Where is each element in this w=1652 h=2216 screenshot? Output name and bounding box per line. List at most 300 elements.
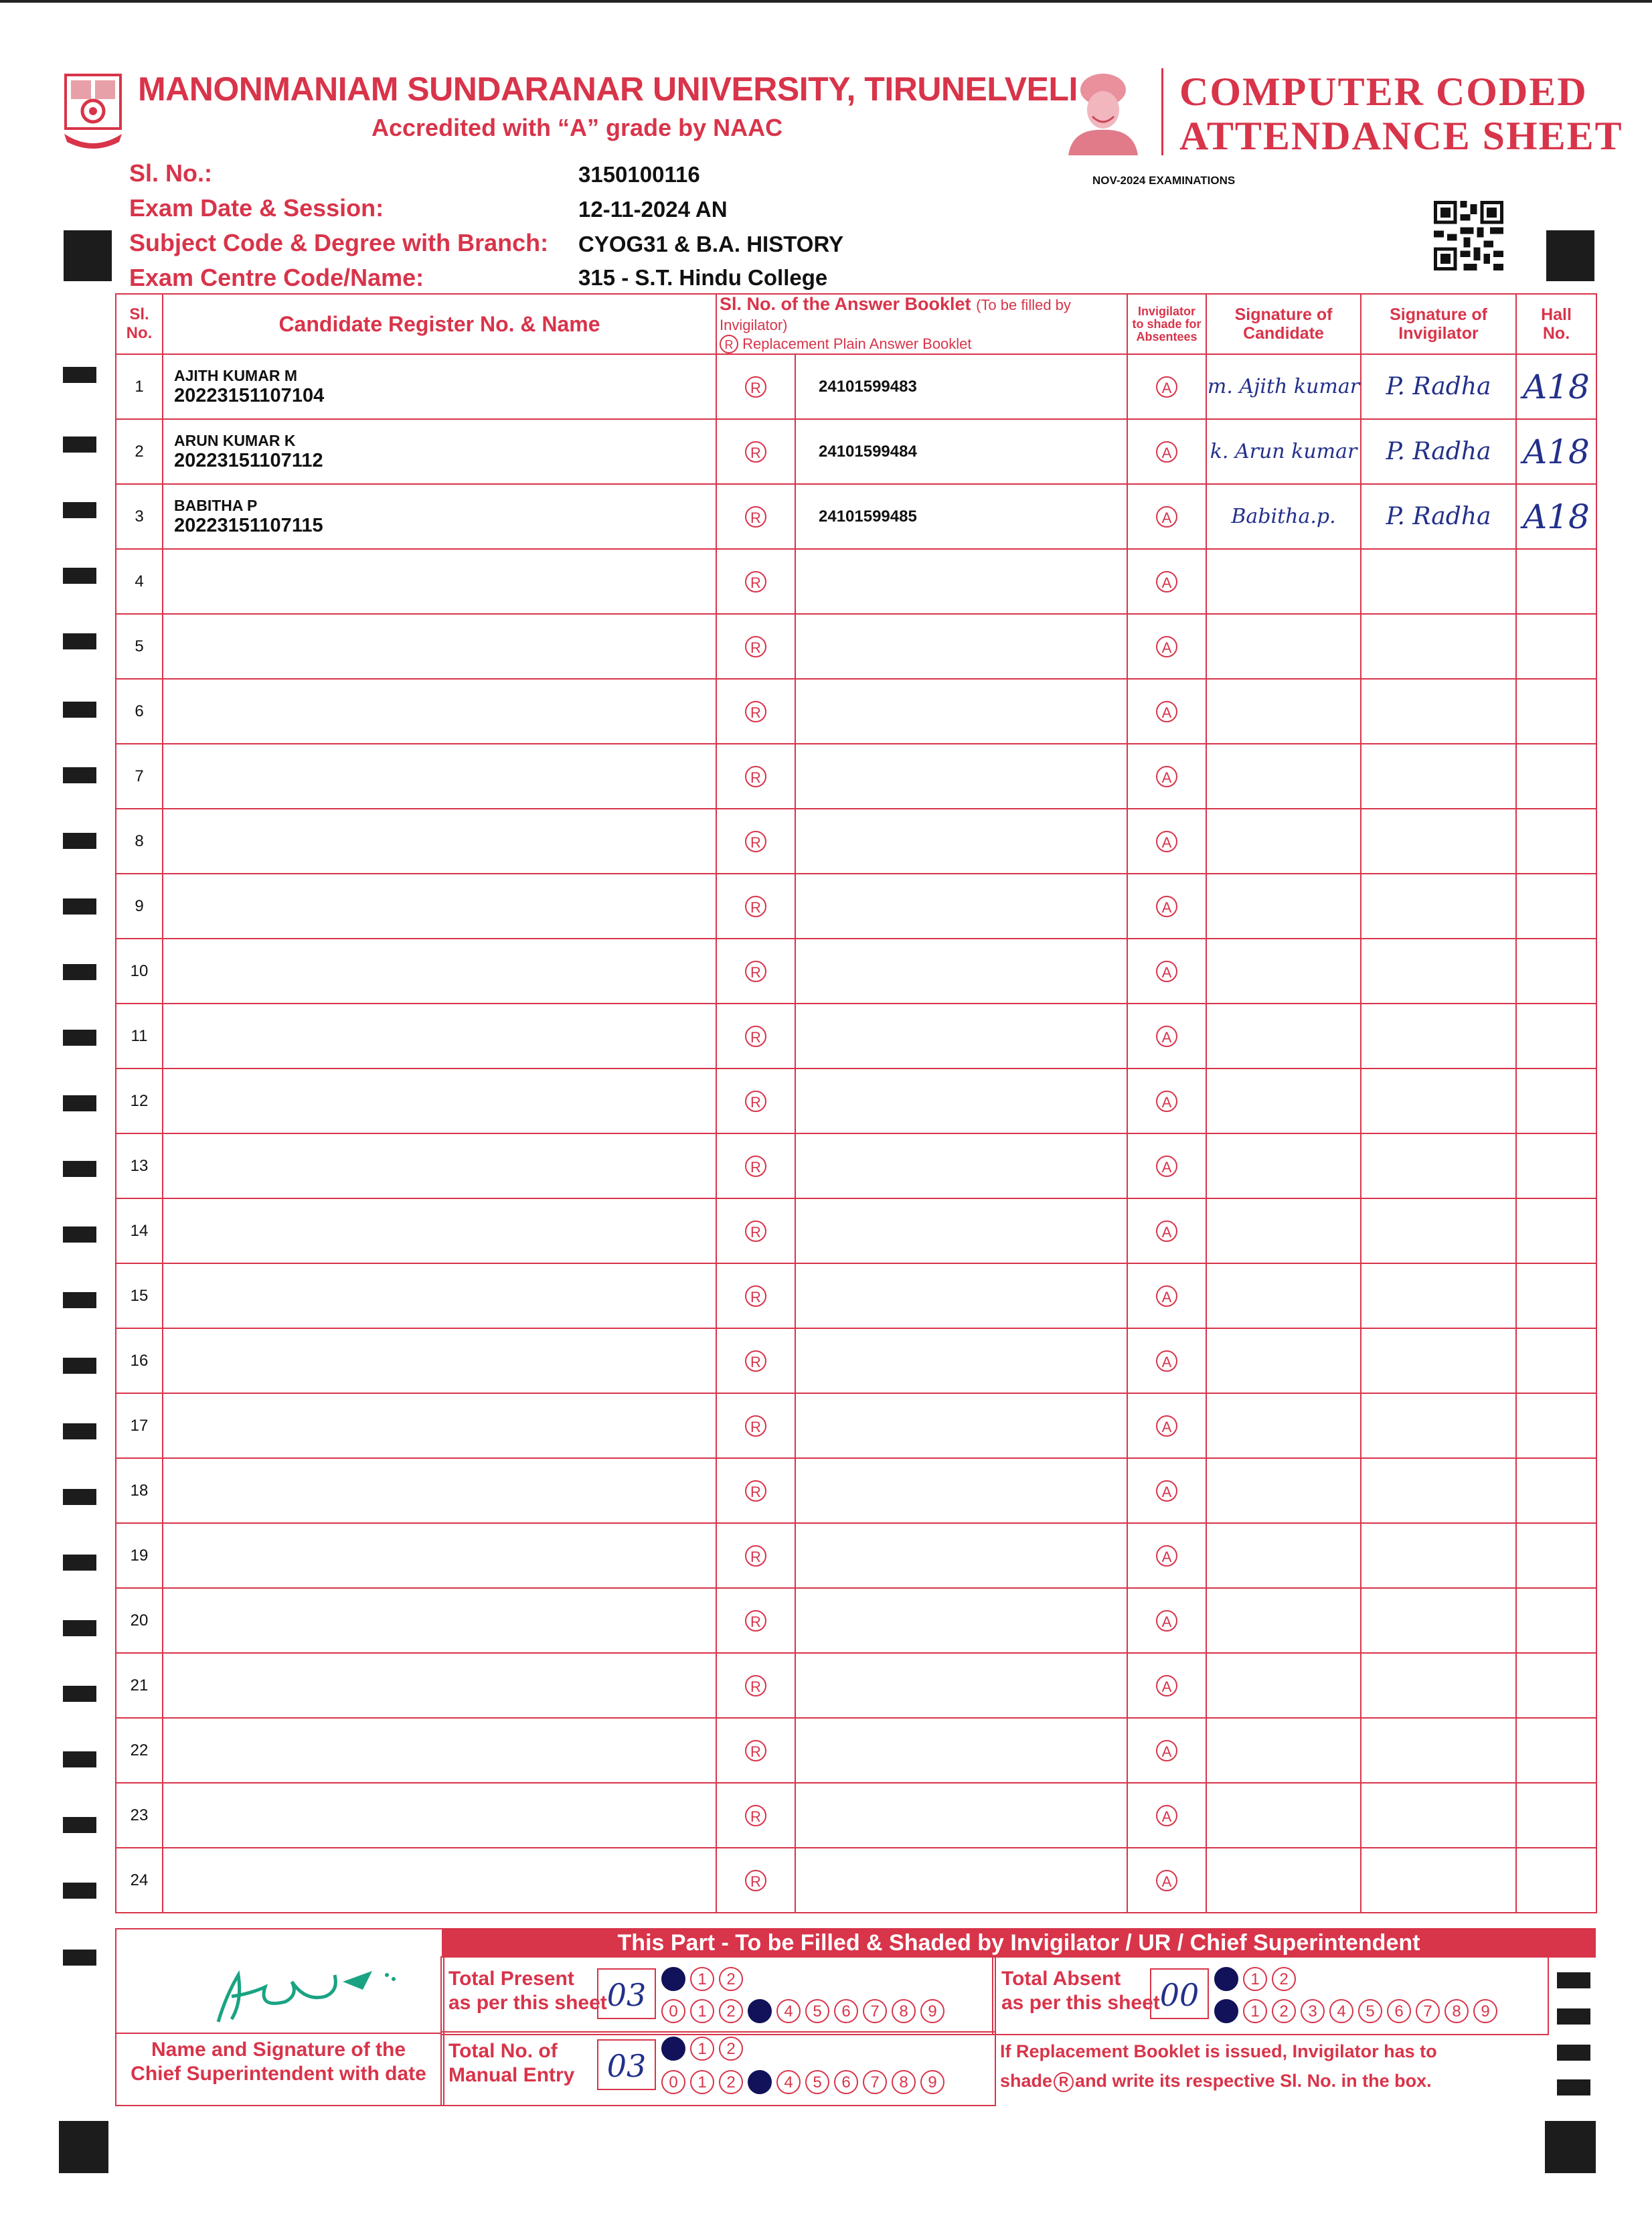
replacement-bubble[interactable]: R (745, 636, 766, 657)
candidate-signature[interactable] (1206, 614, 1361, 679)
booklet-number[interactable] (795, 1653, 1127, 1718)
row-sl-no: 10 (116, 939, 163, 1004)
absentee-bubble[interactable]: A (1156, 1415, 1177, 1437)
candidate-cell (163, 614, 716, 679)
candidate-signature[interactable] (1206, 1133, 1361, 1198)
invigilator-signature[interactable] (1361, 1069, 1516, 1133)
row-sl-no: 15 (116, 1263, 163, 1328)
digit-bubble[interactable]: 4 (776, 1999, 801, 2023)
booklet-number[interactable] (795, 1458, 1127, 1523)
qr-code-icon (1434, 201, 1503, 270)
absentee-cell[interactable] (1127, 1588, 1206, 1653)
invigilator-signature[interactable] (1361, 614, 1516, 679)
replacement-bubble[interactable]: R (745, 1740, 766, 1761)
replacement-cell[interactable] (716, 1263, 795, 1328)
invigilator-signature[interactable] (1361, 1393, 1516, 1458)
absent-tens-bubbles[interactable] (1214, 1967, 1301, 1991)
replacement-cell[interactable] (716, 1588, 795, 1653)
present-tens-bubbles[interactable] (661, 1967, 748, 1991)
invigilator-signature[interactable] (1361, 744, 1516, 809)
booklet-number[interactable]: 24101599483 (795, 354, 1127, 419)
row-sl-no: 19 (116, 1523, 163, 1588)
booklet-number[interactable] (795, 874, 1127, 939)
invigilator-signature[interactable]: P. Radha (1361, 419, 1516, 484)
invigilator-signature[interactable] (1361, 1263, 1516, 1328)
absentee-cell[interactable] (1127, 809, 1206, 874)
replacement-cell[interactable] (716, 1783, 795, 1848)
table-row (116, 484, 1596, 549)
invigilator-signature[interactable] (1361, 1328, 1516, 1393)
hall-number[interactable] (1516, 679, 1596, 744)
digit-bubble[interactable]: 2 (719, 1967, 743, 1991)
digit-bubble[interactable]: 0 (661, 2070, 685, 2094)
replacement-cell[interactable] (716, 679, 795, 744)
timing-mark (63, 367, 96, 383)
total-present-entry[interactable]: 03 (597, 1968, 656, 2019)
candidate-cell (163, 874, 716, 939)
booklet-number[interactable]: 24101599484 (795, 419, 1127, 484)
table-row (116, 874, 1596, 939)
candidate-cell (163, 354, 716, 419)
booklet-number[interactable] (795, 1198, 1127, 1263)
invigilator-signature[interactable] (1361, 1588, 1516, 1653)
replacement-bubble[interactable]: R (745, 1350, 766, 1372)
replacement-cell[interactable] (716, 744, 795, 809)
invigilator-signature[interactable] (1361, 1133, 1516, 1198)
invigilator-signature[interactable] (1361, 1783, 1516, 1848)
candidate-signature[interactable] (1206, 744, 1361, 809)
candidate-cell (163, 1328, 716, 1393)
candidate-signature[interactable] (1206, 549, 1361, 614)
col-header-candidate: Candidate Register No. & Name (163, 294, 716, 354)
replacement-cell[interactable] (716, 549, 795, 614)
candidate-signature[interactable] (1206, 1328, 1361, 1393)
replacement-cell[interactable] (716, 1523, 795, 1588)
hall-number[interactable] (1516, 1133, 1596, 1198)
digit-bubble[interactable]: 0 (1214, 1967, 1238, 1991)
absentee-cell[interactable] (1127, 1004, 1206, 1069)
hall-number[interactable] (1516, 1718, 1596, 1783)
total-absent-label: Total Absent as per this sheet (1001, 1968, 1160, 2014)
hall-number[interactable]: A18 (1516, 419, 1596, 484)
digit-bubble[interactable]: 1 (690, 2070, 714, 2094)
hall-number[interactable] (1516, 744, 1596, 809)
hall-number[interactable] (1516, 1653, 1596, 1718)
timing-mark (63, 633, 96, 649)
candidate-signature[interactable] (1206, 1653, 1361, 1718)
hall-number[interactable] (1516, 809, 1596, 874)
digit-bubble[interactable]: 4 (776, 2070, 801, 2094)
booklet-number[interactable] (795, 614, 1127, 679)
candidate-cell (163, 1004, 716, 1069)
absentee-cell[interactable] (1127, 1393, 1206, 1458)
digit-bubble[interactable]: 6 (834, 1999, 858, 2023)
table-row (116, 1328, 1596, 1393)
replacement-cell[interactable] (716, 1458, 795, 1523)
candidate-signature[interactable] (1206, 1393, 1361, 1458)
absentee-cell[interactable] (1127, 354, 1206, 419)
booklet-number[interactable] (795, 939, 1127, 1004)
digit-bubble[interactable]: 7 (863, 2070, 887, 2094)
timing-mark (63, 1423, 96, 1439)
digit-bubble[interactable]: 7 (863, 1999, 887, 2023)
replacement-bubble[interactable]: R (745, 1091, 766, 1112)
digit-bubble[interactable]: 4 (1329, 1999, 1353, 2023)
invigilator-signature[interactable] (1361, 874, 1516, 939)
timing-mark (63, 437, 96, 453)
replacement-bubble[interactable]: R (745, 1026, 766, 1047)
absentee-cell[interactable] (1127, 1458, 1206, 1523)
table-row (116, 679, 1596, 744)
replacement-bubble[interactable]: R (745, 701, 766, 722)
replacement-cell[interactable] (716, 614, 795, 679)
invigilator-signature[interactable] (1361, 1718, 1516, 1783)
replacement-bubble[interactable]: R (745, 831, 766, 852)
digit-bubble[interactable]: 9 (920, 2070, 944, 2094)
replacement-cell[interactable] (716, 1133, 795, 1198)
hall-number[interactable] (1516, 1004, 1596, 1069)
digit-bubble[interactable]: 3 (1301, 1999, 1325, 2023)
invigilator-signature[interactable]: P. Radha (1361, 484, 1516, 549)
hall-number[interactable] (1516, 1198, 1596, 1263)
replacement-cell[interactable] (716, 419, 795, 484)
invigilator-signature[interactable] (1361, 939, 1516, 1004)
booklet-number[interactable]: 24101599485 (795, 484, 1127, 549)
invigilator-signature[interactable] (1361, 549, 1516, 614)
row-sl-no: 14 (116, 1198, 163, 1263)
absentee-cell[interactable] (1127, 1523, 1206, 1588)
absentee-bubble[interactable]: A (1156, 1091, 1177, 1112)
hall-number[interactable]: A18 (1516, 354, 1596, 419)
candidate-register-no: 20223151107112 (174, 449, 323, 471)
replacement-cell[interactable] (716, 1393, 795, 1458)
hall-number[interactable] (1516, 874, 1596, 939)
replacement-cell[interactable] (716, 354, 795, 419)
absentee-cell[interactable] (1127, 484, 1206, 549)
replacement-bubble[interactable]: R (745, 1285, 766, 1307)
invigilator-signature[interactable] (1361, 1523, 1516, 1588)
digit-bubble[interactable]: 8 (892, 2070, 916, 2094)
absentee-cell[interactable] (1127, 1783, 1206, 1848)
university-crest-logo (62, 72, 125, 151)
replacement-bubble[interactable]: R (745, 1805, 766, 1826)
replacement-bubble[interactable]: R (745, 441, 766, 463)
booklet-number[interactable] (795, 1069, 1127, 1133)
absentee-cell[interactable] (1127, 1718, 1206, 1783)
absentee-bubble[interactable]: A (1156, 1610, 1177, 1632)
replacement-cell[interactable] (716, 1069, 795, 1133)
candidate-signature[interactable]: m. Ajith kumar (1206, 354, 1361, 419)
candidate-signature[interactable] (1206, 1458, 1361, 1523)
candidate-signature[interactable] (1206, 939, 1361, 1004)
booklet-number[interactable] (795, 1718, 1127, 1783)
hall-number[interactable] (1516, 614, 1596, 679)
candidate-signature[interactable] (1206, 1718, 1361, 1783)
row-sl-no: 23 (116, 1783, 163, 1848)
absentee-cell[interactable] (1127, 939, 1206, 1004)
candidate-signature[interactable] (1206, 809, 1361, 874)
manual-units-bubbles[interactable] (661, 2070, 949, 2094)
absentee-cell[interactable] (1127, 549, 1206, 614)
replacement-bubble[interactable]: R (745, 896, 766, 917)
digit-bubble[interactable]: 0 (661, 2037, 685, 2061)
replacement-cell[interactable] (716, 1328, 795, 1393)
absentee-bubble[interactable]: A (1156, 1156, 1177, 1177)
candidate-signature[interactable] (1206, 679, 1361, 744)
digit-bubble[interactable]: 7 (1416, 1999, 1440, 2023)
timing-mark (63, 898, 96, 915)
replacement-bubble[interactable]: R (745, 376, 766, 398)
manual-tens-bubbles[interactable] (661, 2037, 748, 2061)
absentee-bubble[interactable]: A (1156, 1480, 1177, 1502)
replacement-bubble[interactable]: R (745, 1870, 766, 1891)
digit-bubble[interactable]: 5 (805, 2070, 829, 2094)
digit-bubble[interactable]: 2 (1272, 1967, 1296, 1991)
invigilator-signature[interactable] (1361, 1848, 1516, 1913)
candidate-signature[interactable] (1206, 874, 1361, 939)
absentee-cell[interactable] (1127, 419, 1206, 484)
replacement-cell[interactable] (716, 939, 795, 1004)
hall-number[interactable] (1516, 1588, 1596, 1653)
digit-bubble[interactable]: 8 (1444, 1999, 1469, 2023)
university-name: MANONMANIAM SUNDARANAR UNIVERSITY, TIRUNELVELI (138, 70, 1078, 108)
digit-bubble[interactable]: 1 (690, 1999, 714, 2023)
hall-number[interactable] (1516, 1069, 1596, 1133)
absentee-cell[interactable] (1127, 679, 1206, 744)
digit-bubble[interactable]: 5 (805, 1999, 829, 2023)
table-row (116, 1783, 1596, 1848)
timing-mark (63, 1620, 96, 1636)
hall-number[interactable] (1516, 939, 1596, 1004)
col-header-candidate-signature: Signature of Candidate (1206, 294, 1361, 354)
candidate-signature[interactable]: Babitha.p. (1206, 484, 1361, 549)
booklet-number[interactable] (795, 1004, 1127, 1069)
row-sl-no: 11 (116, 1004, 163, 1069)
replacement-bubble-icon: R (1054, 2072, 1074, 2092)
invigilator-signature[interactable] (1361, 679, 1516, 744)
absentee-bubble[interactable]: A (1156, 961, 1177, 982)
invigilator-signature[interactable] (1361, 1653, 1516, 1718)
absentee-bubble[interactable]: A (1156, 441, 1177, 463)
candidate-signature[interactable]: k. Arun kumar (1206, 419, 1361, 484)
absentee-cell[interactable] (1127, 744, 1206, 809)
manual-entry-value[interactable]: 03 (597, 2039, 656, 2090)
absentee-bubble[interactable]: A (1156, 701, 1177, 722)
digit-bubble[interactable]: 1 (1243, 1999, 1267, 2023)
row-sl-no: 9 (116, 874, 163, 939)
absentee-cell[interactable] (1127, 1133, 1206, 1198)
digit-bubble[interactable]: 0 (1214, 1999, 1238, 2023)
candidate-cell (163, 1588, 716, 1653)
invigilator-signature[interactable] (1361, 809, 1516, 874)
booklet-number[interactable] (795, 1588, 1127, 1653)
invigilator-signature[interactable] (1361, 1198, 1516, 1263)
booklet-number[interactable] (795, 1328, 1127, 1393)
digit-bubble[interactable]: 9 (920, 1999, 944, 2023)
booklet-number[interactable] (795, 744, 1127, 809)
absentee-cell[interactable] (1127, 1328, 1206, 1393)
invigilator-signature[interactable] (1361, 1458, 1516, 1523)
replacement-bubble[interactable]: R (745, 766, 766, 787)
replacement-cell[interactable] (716, 1198, 795, 1263)
candidate-signature[interactable] (1206, 1523, 1361, 1588)
booklet-number[interactable] (795, 1523, 1127, 1588)
absentee-bubble[interactable]: A (1156, 636, 1177, 657)
candidate-signature[interactable] (1206, 1783, 1361, 1848)
booklet-number[interactable] (795, 679, 1127, 744)
digit-bubble[interactable]: 8 (892, 1999, 916, 2023)
replacement-cell[interactable] (716, 1718, 795, 1783)
replacement-cell[interactable] (716, 1653, 795, 1718)
absentee-bubble[interactable]: A (1156, 1350, 1177, 1372)
table-row (116, 1718, 1596, 1783)
timing-mark (63, 1555, 96, 1571)
replacement-bubble[interactable]: R (745, 1415, 766, 1437)
digit-bubble[interactable]: 1 (690, 2037, 714, 2061)
candidate-signature[interactable] (1206, 1588, 1361, 1653)
hall-number[interactable] (1516, 1848, 1596, 1913)
sl-no-value: 3150100116 (578, 162, 700, 187)
absentee-bubble[interactable]: A (1156, 1026, 1177, 1047)
digit-bubble[interactable]: 6 (834, 2070, 858, 2094)
timing-mark (63, 767, 96, 783)
candidate-signature[interactable] (1206, 1848, 1361, 1913)
booklet-header-sub: Replacement Plain Answer Booklet (742, 335, 972, 352)
booklet-number[interactable] (795, 1783, 1127, 1848)
timing-mark (63, 702, 96, 718)
digit-bubble[interactable]: 2 (1272, 1999, 1296, 2023)
row-sl-no: 22 (116, 1718, 163, 1783)
hall-number[interactable]: A18 (1516, 484, 1596, 549)
centre-value: 315 - S.T. Hindu College (578, 265, 828, 290)
absentee-cell[interactable] (1127, 874, 1206, 939)
hall-number[interactable] (1516, 1523, 1596, 1588)
present-units-bubbles[interactable] (661, 1999, 949, 2023)
hall-number[interactable] (1516, 1263, 1596, 1328)
candidate-cell (163, 1198, 716, 1263)
absentee-bubble[interactable]: A (1156, 766, 1177, 787)
digit-bubble[interactable]: 0 (661, 1967, 685, 1991)
digit-bubble[interactable]: 1 (1243, 1967, 1267, 1991)
absentee-bubble[interactable]: A (1156, 831, 1177, 852)
col-header-absentees: Invigilator to shade for Absentees (1127, 294, 1206, 354)
invigilator-signature[interactable] (1361, 1004, 1516, 1069)
replacement-bubble[interactable]: R (745, 571, 766, 592)
candidate-cell (163, 1718, 716, 1783)
absentee-bubble[interactable]: A (1156, 1740, 1177, 1761)
absentee-bubble[interactable]: A (1156, 1675, 1177, 1696)
digit-bubble[interactable]: 9 (1473, 1999, 1497, 2023)
replacement-bubble[interactable]: R (745, 1675, 766, 1696)
replacement-bubble[interactable]: R (745, 961, 766, 982)
absentee-bubble[interactable]: A (1156, 571, 1177, 592)
candidate-signature[interactable] (1206, 1198, 1361, 1263)
absentee-bubble[interactable]: A (1156, 1805, 1177, 1826)
timing-mark (63, 833, 96, 849)
booklet-number[interactable] (795, 1393, 1127, 1458)
replacement-bubble[interactable]: R (745, 1545, 766, 1567)
candidate-signature[interactable] (1206, 1069, 1361, 1133)
row-sl-no: 2 (116, 419, 163, 484)
hall-number[interactable] (1516, 1328, 1596, 1393)
absentee-bubble[interactable]: A (1156, 1545, 1177, 1567)
invigilator-signature[interactable]: P. Radha (1361, 354, 1516, 419)
registration-mark (1546, 230, 1594, 281)
hall-number[interactable] (1516, 549, 1596, 614)
candidate-cell (163, 939, 716, 1004)
hall-number[interactable] (1516, 1783, 1596, 1848)
row-sl-no: 20 (116, 1588, 163, 1653)
booklet-number[interactable] (795, 1263, 1127, 1328)
hall-number[interactable] (1516, 1458, 1596, 1523)
digit-bubble[interactable]: 6 (1387, 1999, 1411, 2023)
table-row (116, 809, 1596, 874)
digit-bubble[interactable]: 1 (690, 1967, 714, 1991)
absentee-bubble[interactable]: A (1156, 1220, 1177, 1242)
absentee-bubble[interactable]: A (1156, 506, 1177, 528)
exam-session-label: NOV-2024 EXAMINATIONS (1092, 174, 1236, 187)
booklet-number[interactable] (795, 1133, 1127, 1198)
digit-bubble[interactable]: 3 (748, 2070, 772, 2094)
digit-bubble[interactable]: 2 (719, 1999, 743, 2023)
candidate-signature[interactable] (1206, 1004, 1361, 1069)
replacement-bubble[interactable]: R (745, 1220, 766, 1242)
absentee-cell[interactable] (1127, 1198, 1206, 1263)
replacement-cell[interactable] (716, 874, 795, 939)
replacement-cell[interactable] (716, 1848, 795, 1913)
row-sl-no: 13 (116, 1133, 163, 1198)
booklet-number[interactable] (795, 1848, 1127, 1913)
absentee-cell[interactable] (1127, 1653, 1206, 1718)
hall-number[interactable] (1516, 1393, 1596, 1458)
row-sl-no: 6 (116, 679, 163, 744)
replacement-cell[interactable] (716, 484, 795, 549)
candidate-cell (163, 1263, 716, 1328)
attendance-table (115, 293, 1597, 1913)
booklet-number[interactable] (795, 549, 1127, 614)
absentee-cell[interactable] (1127, 1263, 1206, 1328)
absentee-bubble[interactable]: A (1156, 896, 1177, 917)
replacement-cell[interactable] (716, 809, 795, 874)
digit-bubble[interactable]: 0 (661, 1999, 685, 2023)
replacement-bubble[interactable]: R (745, 1156, 766, 1177)
candidate-cell (163, 484, 716, 549)
candidate-signature[interactable] (1206, 1263, 1361, 1328)
digit-bubble[interactable]: 2 (719, 2070, 743, 2094)
row-sl-no: 7 (116, 744, 163, 809)
candidate-cell (163, 419, 716, 484)
replacement-cell[interactable] (716, 1004, 795, 1069)
booklet-number[interactable] (795, 809, 1127, 874)
timing-mark (63, 1751, 96, 1767)
absent-units-bubbles[interactable] (1214, 1999, 1502, 2023)
total-absent-entry[interactable]: 00 (1150, 1968, 1209, 2019)
absentee-bubble[interactable]: A (1156, 376, 1177, 398)
table-row (116, 1458, 1596, 1523)
absentee-cell[interactable] (1127, 1848, 1206, 1913)
digit-bubble[interactable]: 3 (748, 1999, 772, 2023)
absentee-cell[interactable] (1127, 614, 1206, 679)
absentee-bubble[interactable]: A (1156, 1870, 1177, 1891)
replacement-bubble[interactable]: R (745, 1480, 766, 1502)
replacement-bubble[interactable]: R (745, 506, 766, 528)
replacement-bubble[interactable]: R (745, 1610, 766, 1632)
timing-mark (1557, 2079, 1590, 2095)
digit-bubble[interactable]: 2 (719, 2037, 743, 2061)
absentee-cell[interactable] (1127, 1069, 1206, 1133)
digit-bubble[interactable]: 5 (1358, 1999, 1382, 2023)
absentee-bubble[interactable]: A (1156, 1285, 1177, 1307)
